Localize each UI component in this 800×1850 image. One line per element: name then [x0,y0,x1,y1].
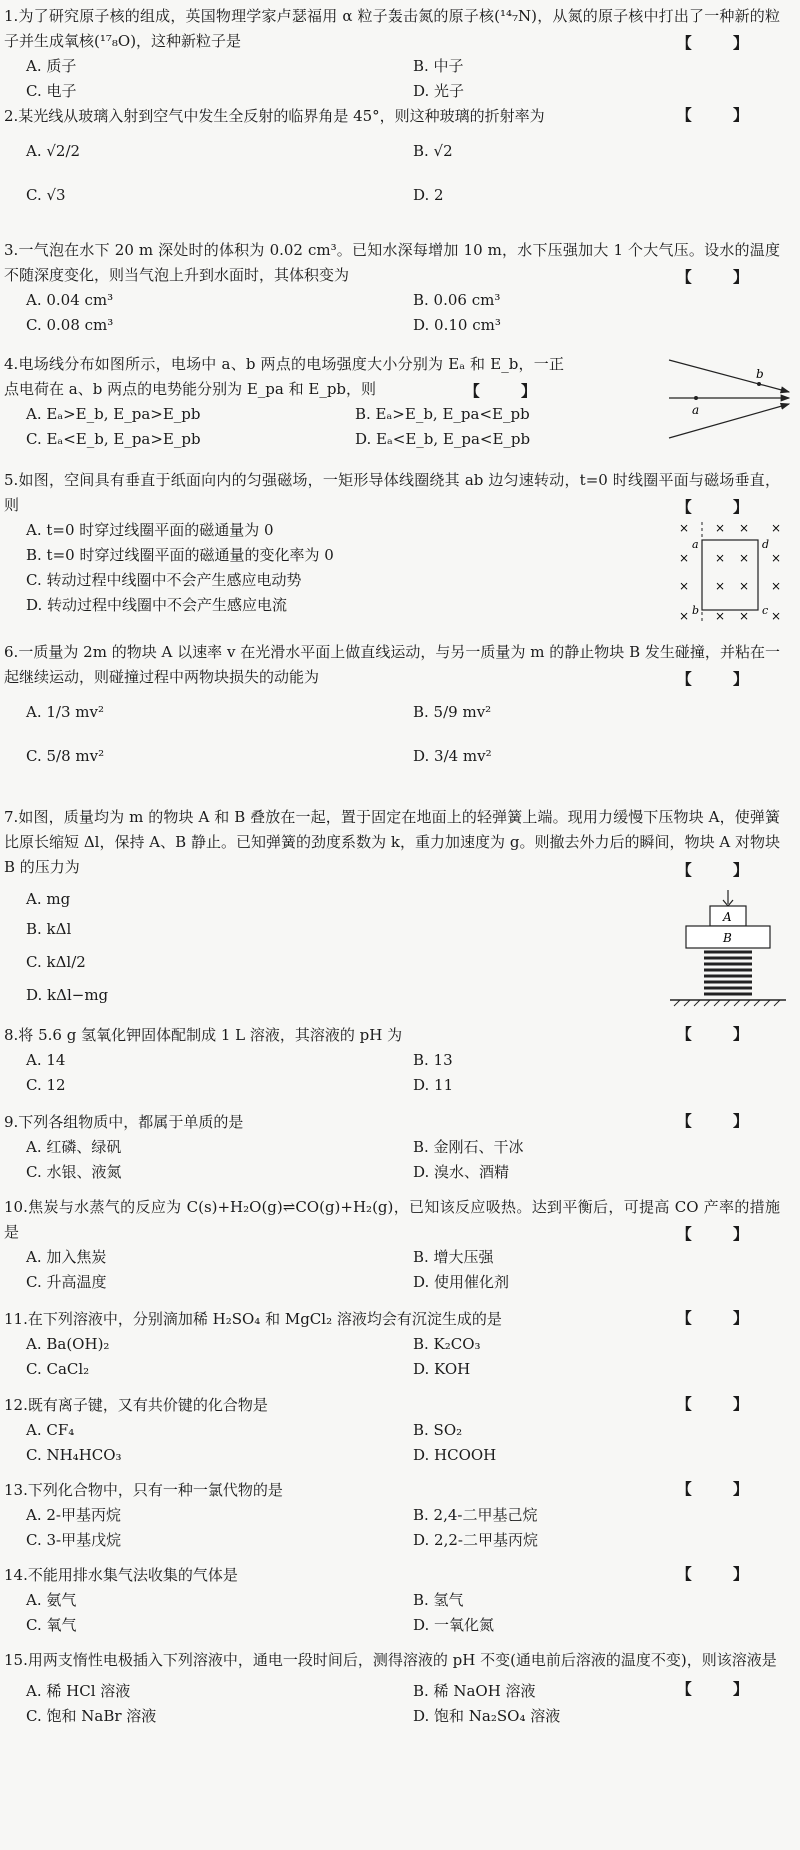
options [26,1503,780,1553]
option-c[interactable]: C. √3 [26,186,66,204]
options [26,518,780,618]
option-d[interactable]: D. 转动过程中线圈中不会产生感应电流 [26,596,288,614]
option-b[interactable]: B. 金刚石、干冰 [413,1138,524,1156]
field-cross: × [714,551,726,565]
question-stem: 13.下列化合物中，只有一种一氯代物的是 [4,1481,283,1499]
option-a[interactable]: A. Eₐ>E_b, E_pa>E_pb [26,405,201,423]
field-cross: × [678,521,690,535]
point-b-dot [757,382,761,386]
options [26,402,664,452]
option-d[interactable]: D. 11 [413,1076,454,1094]
option-b[interactable]: B. 0.06 cm³ [413,291,501,309]
option-c[interactable]: C. 饱和 NaBr 溶液 [26,1707,157,1725]
option-a[interactable]: A. 1/3 mv² [26,703,104,721]
option-d[interactable]: D. 3/4 mv² [413,747,492,765]
option-c[interactable]: C. 氧气 [26,1616,77,1634]
question-8 [4,1023,780,1098]
answer-bracket[interactable]: 【 】 [464,382,554,400]
option-b[interactable]: B. kΔl [26,920,72,938]
option-d[interactable]: D. 0.10 cm³ [413,316,501,334]
ground-hatch [674,1000,780,1006]
option-c[interactable]: C. 升高温度 [26,1273,107,1291]
option-c[interactable]: C. 水银、液氮 [26,1163,122,1181]
option-d[interactable]: D. 溴水、酒精 [413,1163,510,1181]
question-stem: 1.为了研究原子核的组成，英国物理学家卢瑟福用 α 粒子轰击氮的原子核(¹⁴₇N)，从氮的原子核中打出了一种新的粒子并生成氧核(¹⁷₈O)，这种新粒子是 [4,7,780,50]
field-line [669,360,789,392]
option-b[interactable]: B. 氢气 [413,1591,464,1609]
question-4 [4,352,664,452]
option-a[interactable]: A. 氨气 [26,1591,77,1609]
field-cross: × [738,579,750,593]
question-13 [4,1478,780,1553]
option-b[interactable]: B. K₂CO₃ [413,1335,481,1353]
answer-bracket[interactable]: 【 】 [676,861,766,879]
option-b[interactable]: B. 2,4-二甲基己烷 [413,1506,538,1524]
field-cross: × [770,609,782,623]
field-line [669,404,789,438]
option-c[interactable]: C. 转动过程中线圈中不会产生感应电动势 [26,571,302,589]
question-5 [4,468,780,618]
options [26,1245,780,1295]
field-cross: × [678,579,690,593]
option-d[interactable]: D. 2 [413,186,444,204]
option-a[interactable]: A. CF₄ [26,1421,75,1439]
option-a[interactable]: A. 14 [26,1051,66,1069]
question-stem: 7.如图，质量均为 m 的物块 A 和 B 叠放在一起，置于固定在地面上的轻弹簧上端。现用力缓慢下压物块 A，使弹簧比原长缩短 Δl，保持 A、B 静止。已知弹簧的劲度系数为 k，重力加速度为 g。则撤去外力后的瞬间，物块 A 对物块 B 的压力为 [4,808,780,876]
option-c[interactable]: C. NH₄HCO₃ [26,1446,122,1464]
answer-bracket[interactable]: 【 】 [676,1480,766,1498]
option-b[interactable]: B. √2 [413,142,453,160]
option-b[interactable]: B. 13 [413,1051,453,1069]
option-d[interactable]: D. kΔl−mg [26,986,109,1004]
field-cross: × [738,551,750,565]
option-c[interactable]: C. 0.08 cm³ [26,316,114,334]
option-d[interactable]: D. HCOOH [413,1446,497,1464]
question-stem: 5.如图，空间具有垂直于纸面向内的匀强磁场，一矩形导体线圈绕其 ab 边匀速转动，t=0 时线圈平面与磁场垂直，则 [4,471,780,514]
corner-c: c [762,604,769,617]
answer-bracket[interactable]: 【 】 [676,1225,766,1243]
option-b[interactable]: B. 稀 NaOH 溶液 [413,1682,536,1700]
options [26,54,780,104]
option-c[interactable]: C. 3-甲基戊烷 [26,1531,122,1549]
option-a[interactable]: A. 质子 [26,57,77,75]
option-d[interactable]: D. Eₐ<E_b, E_pa<E_pb [355,430,531,448]
field-cross: × [770,551,782,565]
option-b[interactable]: B. 中子 [413,57,464,75]
option-b[interactable]: B. 5/9 mv² [413,703,492,721]
question-1 [4,4,780,104]
spring [704,952,752,994]
answer-bracket[interactable]: 【 】 [676,106,766,124]
answer-bracket[interactable]: 【 】 [676,498,766,516]
option-c[interactable]: C. Eₐ<E_b, E_pa>E_pb [26,430,201,448]
question-7 [4,805,780,1010]
option-d[interactable]: D. 使用催化剂 [413,1273,510,1291]
option-a[interactable]: A. t=0 时穿过线圈平面的磁通量为 0 [26,521,274,539]
field-cross: × [770,521,782,535]
question-stem: 15.用两支惰性电极插入下列溶液中，通电一段时间后，测得溶液的 pH 不变(通电前后溶液的温度不变)，则该溶液是 [4,1651,777,1669]
option-d[interactable]: D. 2,2-二甲基丙烷 [413,1531,538,1549]
answer-bracket[interactable]: 【 】 [676,268,766,286]
field-cross: × [678,609,690,623]
answer-bracket[interactable]: 【 】 [676,1309,766,1327]
question-stem: 9.下列各组物质中，都属于单质的是 [4,1113,244,1131]
option-d[interactable]: D. 一氧化氮 [413,1616,495,1634]
question-15 [4,1648,780,1729]
option-a[interactable]: A. 加入焦炭 [26,1248,107,1266]
option-a[interactable]: A. 2-甲基丙烷 [26,1506,121,1524]
field-cross: × [714,579,726,593]
field-cross: × [714,609,726,623]
field-cross: × [714,521,726,535]
option-c[interactable]: C. 12 [26,1076,66,1094]
question-stem: 10.焦炭与水蒸气的反应为 C(s)+H₂O(g)⇌CO(g)+H₂(g)，已知该反应吸热。达到平衡后，可提高 CO 产率的措施是 [4,1198,780,1241]
point-a-dot [694,396,698,400]
question-stem: 2.某光线从玻璃入射到空气中发生全反射的临界角是 45°，则这种玻璃的折射率为 [4,107,545,125]
question-stem: 14.不能用排水集气法收集的气体是 [4,1566,238,1584]
options [26,129,780,217]
question-11 [4,1307,780,1382]
magnetic-field-figure [676,518,786,628]
options [26,884,780,1010]
option-c[interactable]: C. 5/8 mv² [26,747,105,765]
option-c[interactable]: C. CaCl₂ [26,1360,90,1378]
question-stem: 4.电场线分布如图所示，电场中 a、b 两点的电场强度大小分别为 Eₐ 和 E_b，一正点电荷在 a、b 两点的电势能分别为 E_pa 和 E_pb，则 [4,355,564,398]
question-stem: 11.在下列溶液中，分别滴加稀 H₂SO₄ 和 MgCl₂ 溶液均会有沉淀生成的是 [4,1310,502,1328]
question-12 [4,1393,780,1468]
option-b[interactable]: B. 增大压强 [413,1248,494,1266]
field-cross: × [738,609,750,623]
option-a[interactable]: A. 稀 HCl 溶液 [26,1682,131,1700]
field-cross: × [738,521,750,535]
corner-b: b [692,604,700,617]
field-cross: × [678,551,690,565]
question-14 [4,1563,780,1638]
question-3 [4,238,780,338]
question-stem: 8.将 5.6 g 氢氧化钾固体配制成 1 L 溶液，其溶液的 pH 为 [4,1026,403,1044]
block-b-label: B [723,931,732,945]
field-cross: × [770,579,782,593]
option-d[interactable]: D. 光子 [413,82,465,100]
option-a[interactable]: A. √2/2 [26,142,81,160]
point-a-label: a [692,403,700,417]
option-c[interactable]: C. 电子 [26,82,77,100]
answer-bracket[interactable]: 【 】 [676,1025,766,1043]
option-a[interactable]: A. mg [26,890,71,908]
option-d[interactable]: D. 饱和 Na₂SO₄ 溶液 [413,1707,561,1725]
electric-field-figure [664,350,794,450]
options [26,690,780,778]
corner-a: a [692,538,699,551]
options [26,1418,780,1468]
option-d[interactable]: D. KOH [413,1360,471,1378]
option-b[interactable]: B. SO₂ [413,1421,463,1439]
options [26,1588,780,1638]
question-6 [4,640,780,778]
answer-bracket[interactable]: 【 】 [676,670,766,688]
block-a-label: A [723,910,732,924]
answer-bracket[interactable]: 【 】 [676,1112,766,1130]
option-a[interactable]: A. 0.04 cm³ [26,291,114,309]
options [26,288,780,338]
option-a[interactable]: A. 红磷、绿矾 [26,1138,122,1156]
options [26,1332,780,1382]
question-2 [4,104,780,217]
answer-bracket[interactable]: 【 】 [676,34,766,52]
options [26,1048,780,1098]
question-stem: 12.既有离子键，又有共价键的化合物是 [4,1396,268,1414]
options [26,1679,780,1729]
spring-blocks-figure [668,888,788,1018]
answer-bracket[interactable]: 【 】 [676,1395,766,1413]
corner-d: d [762,538,770,551]
question-stem: 6.一质量为 2m 的物块 A 以速率 v 在光滑水平面上做直线运动，与另一质量为 m 的静止物块 B 发生碰撞，并粘在一起继续运动，则碰撞过程中两物块损失的动能为 [4,643,780,686]
coil-rectangle [702,540,758,610]
options [26,1135,780,1185]
point-b-label: b [756,367,764,381]
answer-bracket[interactable]: 【 】 [676,1680,766,1698]
answer-bracket[interactable]: 【 】 [676,1565,766,1583]
option-b[interactable]: B. t=0 时穿过线圈平面的磁通量的变化率为 0 [26,546,334,564]
option-c[interactable]: C. kΔl/2 [26,953,86,971]
question-9 [4,1110,780,1185]
question-stem: 3.一气泡在水下 20 m 深处时的体积为 0.02 cm³。已知水深每增加 10 m，水下压强加大 1 个大气压。设水的温度不随深度变化，则当气泡上升到水面时，其体积变为 [4,241,780,284]
option-b[interactable]: B. Eₐ>E_b, E_pa<E_pb [355,405,530,423]
question-10 [4,1195,780,1295]
option-a[interactable]: A. Ba(OH)₂ [26,1335,110,1353]
